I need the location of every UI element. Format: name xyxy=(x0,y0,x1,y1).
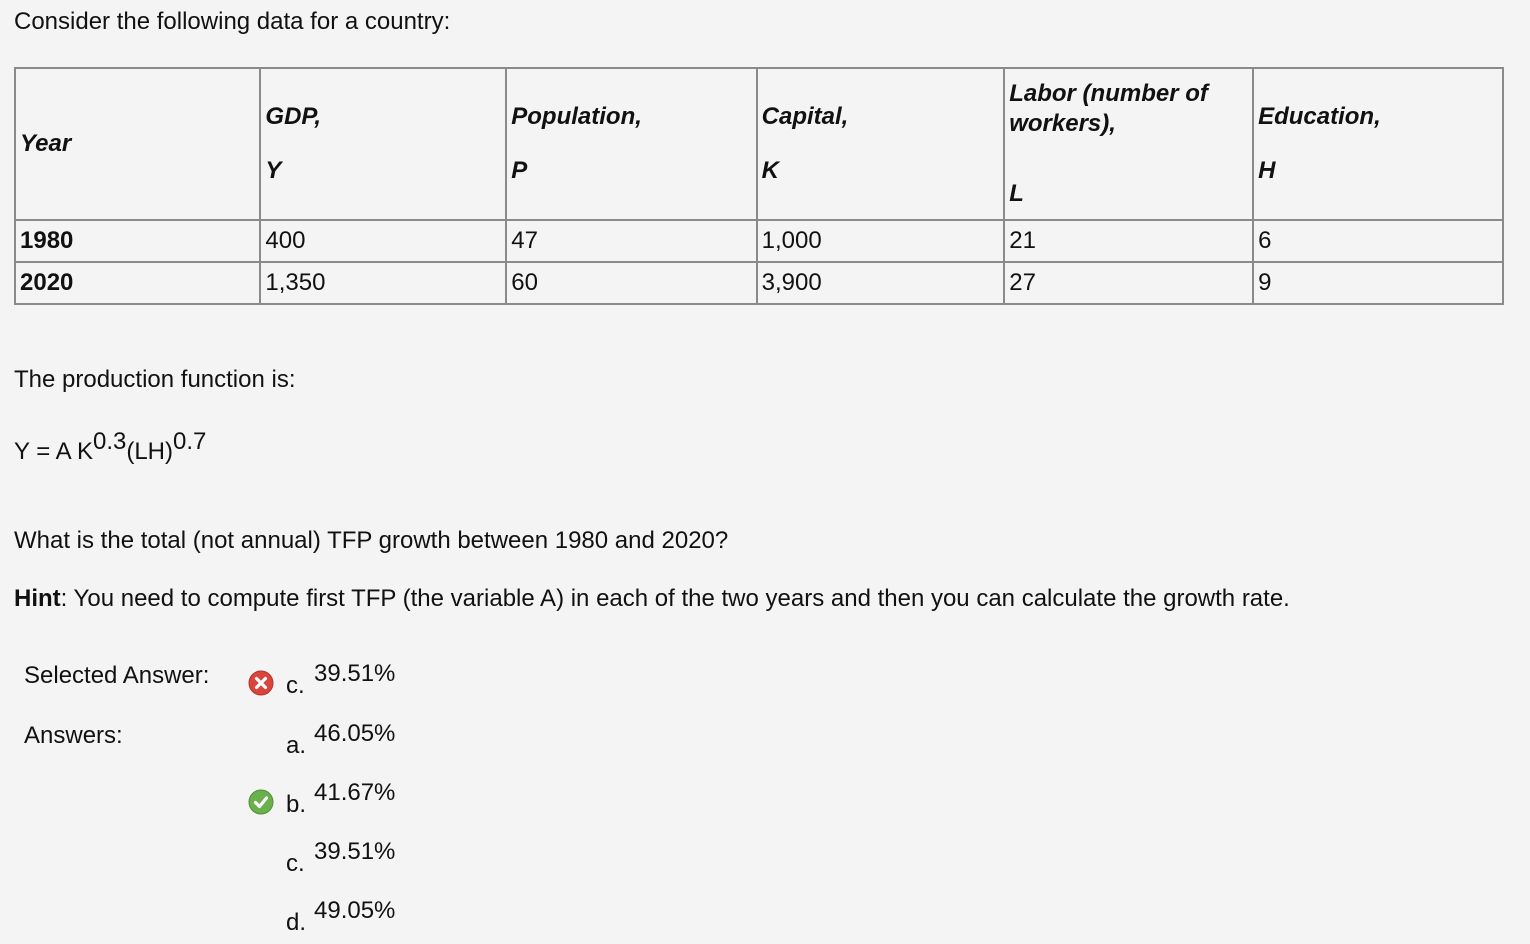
header-label: GDP, xyxy=(265,103,321,130)
formula-lhs: Y = A K xyxy=(14,438,93,465)
incorrect-x-icon xyxy=(248,670,274,696)
data-table xyxy=(14,67,1504,305)
header-gdp xyxy=(260,68,506,220)
formula-labor-education: (LH) xyxy=(126,438,174,465)
cell-labor: 27 xyxy=(1004,262,1253,304)
table-row xyxy=(15,220,1503,262)
header-labor xyxy=(1004,68,1253,220)
hint-text xyxy=(14,585,1290,613)
answer-letter: a. xyxy=(286,732,307,759)
cell-gdp: 400 xyxy=(260,220,506,262)
answer-letter: c. xyxy=(286,850,305,877)
header-label: Capital, xyxy=(761,103,849,130)
formula-exponent-labor: 0.7 xyxy=(173,428,207,455)
answer-value: 39.51% xyxy=(314,838,396,865)
answer-value: 49.05% xyxy=(314,897,396,924)
answers-label: Answers: xyxy=(24,722,123,749)
cell-education: 6 xyxy=(1253,220,1503,262)
header-population xyxy=(506,68,756,220)
table-header-row xyxy=(15,68,1503,220)
header-label: Population, xyxy=(511,103,642,130)
header-label: Labor (number of workers), xyxy=(1009,80,1208,137)
table-row xyxy=(15,262,1503,304)
cell-population: 60 xyxy=(506,262,756,304)
answer-value: 41.67% xyxy=(314,779,396,806)
hint-label: Hint xyxy=(14,585,61,612)
cell-year: 1980 xyxy=(15,220,260,262)
cell-year: 2020 xyxy=(15,262,260,304)
header-symbol: P xyxy=(511,157,528,184)
intro-text: Consider the following data for a country: xyxy=(14,8,451,35)
header-symbol: H xyxy=(1258,157,1276,184)
answer-letter: d. xyxy=(286,909,307,936)
answer-letter: c. xyxy=(286,672,305,699)
cell-capital: 3,900 xyxy=(757,262,1005,304)
answer-value: 46.05% xyxy=(314,720,396,747)
header-label: Education, xyxy=(1258,103,1381,130)
cell-gdp: 1,350 xyxy=(260,262,506,304)
header-education xyxy=(1253,68,1503,220)
cell-population: 47 xyxy=(506,220,756,262)
header-capital xyxy=(757,68,1005,220)
header-symbol: L xyxy=(1009,180,1024,207)
answer-value: 39.51% xyxy=(314,660,396,687)
answer-letter: b. xyxy=(286,791,307,818)
question-text: What is the total (not annual) TFP growth between 1980 and 2020? xyxy=(14,527,729,554)
cell-labor: 21 xyxy=(1004,220,1253,262)
header-symbol: Y xyxy=(265,157,282,184)
selected-answer-label: Selected Answer: xyxy=(24,662,210,689)
production-function-text: The production function is: xyxy=(14,366,296,393)
cell-education: 9 xyxy=(1253,262,1503,304)
hint-body: : You need to compute first TFP (the variable A) in each of the two years and then you can calculate the growth rate. xyxy=(60,585,1290,612)
header-year xyxy=(15,68,260,220)
header-label: Year xyxy=(20,130,72,157)
cell-capital: 1,000 xyxy=(757,220,1005,262)
correct-check-icon xyxy=(248,789,274,815)
formula-exponent-capital: 0.3 xyxy=(92,428,127,455)
production-formula xyxy=(14,428,206,466)
header-symbol: K xyxy=(761,157,779,184)
